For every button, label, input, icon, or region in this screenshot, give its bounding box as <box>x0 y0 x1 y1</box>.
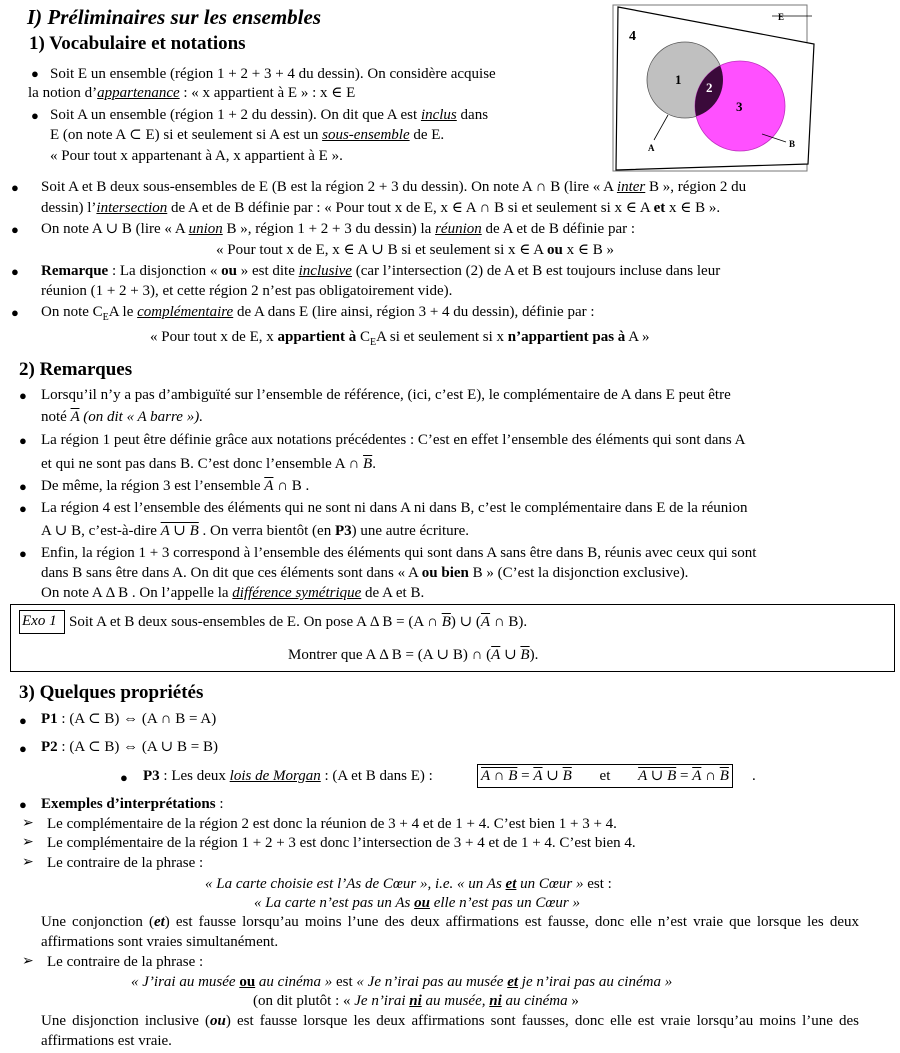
property-P3: P3 : Les deux lois de Morgan : (A et B dans E) : <box>143 768 433 784</box>
bullet-icon: ● <box>19 797 27 812</box>
arrow-bullet-icon: ➢ <box>22 855 34 870</box>
paragraph-remarque-suite: réunion (1 + 2 + 3), et cette région 2 n’est pas obligatoirement vide). <box>41 283 453 299</box>
section-title-1: I) Préliminaires sur les ensembles <box>27 5 322 29</box>
arrow-bullet-icon: ➢ <box>22 835 34 850</box>
example-3: Le contraire de la phrase : <box>47 855 204 871</box>
example-4: Le contraire de la phrase : <box>47 954 204 970</box>
subsection-title-remarques: 2) Remarques <box>19 359 133 380</box>
venn-diagram <box>612 4 822 176</box>
venn-label-E: E <box>778 12 785 22</box>
exercise-statement: Soit A et B deux sous-ensembles de E. On pose A Δ B = (A ∩ $\overline{B}$) ∪ ($\overline{A}$ ∩ B). <box>69 614 528 630</box>
definition-inclusion: « Pour tout x appartenant à A, x appartient à E ». <box>50 148 343 164</box>
exercise-question: Montrer que A Δ B = (A ∪ B) ∩ ($\overline{A}$ ∪ $\overline{B}$). <box>288 647 539 663</box>
example-4-quote-2: (on dit plutôt : « Je n’irai ni au musée, ni au cinéma » <box>253 993 579 1009</box>
bullet-icon: ● <box>11 180 19 195</box>
remarque-5a: Enfin, la région 1 + 3 correspond à l’ensemble des éléments qui sont dans A sans être dans B, réunis avec ceux qui sont <box>41 545 757 561</box>
bullet-icon: ● <box>11 305 19 320</box>
remarque-5b: dans B sans être dans A. On dit que ces éléments sont dans « A ou bien B » (C’est la disjonction exclusive). <box>41 565 689 581</box>
paragraph-ensemble-E: Soit E un ensemble (région 1 + 2 + 3 + 4 du dessin). On considère acquise <box>50 66 496 82</box>
bullet-icon: ● <box>31 108 39 123</box>
bullet-icon: ● <box>19 479 27 494</box>
remarque-5c: On note A Δ B . On l’appelle la différence symétrique de A et B. <box>41 585 425 601</box>
property-P1: P1 : (A ⊂ B) ⇔ (A ∩ B = A) <box>41 711 217 727</box>
morgan-end: . <box>752 768 756 784</box>
bullet-icon: ● <box>19 546 27 561</box>
example-2: Le complémentaire de la région 1 + 2 + 3 est donc l’intersection de 3 + 4 et de 1 + 4. C’est bien 4. <box>47 835 636 851</box>
definition-union: « Pour tout x de E, x ∈ A ∪ B si et seulement si x ∈ A ou x ∈ B » <box>216 242 614 258</box>
subsection-title-proprietes: 3) Quelques propriétés <box>19 682 204 703</box>
exercise-tag: Exo 1 <box>22 613 57 629</box>
bullet-icon: ● <box>31 66 39 81</box>
remarque-4a: La région 4 est l’ensemble des éléments qui ne sont ni dans A ni dans B, c’est le complémentaire dans E de la réunion <box>41 500 748 516</box>
morgan-laws-box: A ∩ $B = \overline{A}$ ∪ $\overline{B}$ et A ∪ $B = \overline{A}$ ∩ $\overline{B}$ <box>477 764 733 788</box>
example-1: Le complémentaire de la région 2 est donc la réunion de 3 + 4 et de 1 + 4. C’est bien 1 + 3 + 4. <box>47 816 617 832</box>
venn-label-A: A <box>648 143 655 153</box>
bullet-icon: ● <box>11 222 19 237</box>
venn-label-3: 3 <box>736 99 743 114</box>
definition-complementaire: « Pour tout x de E, x appartient à $C_EA$ si et seulement si x n’appartient pas à A » <box>150 329 650 348</box>
venn-label-1: 1 <box>675 72 682 87</box>
example-3-explanation: Une conjonction (et) est fausse lorsqu’au moins l’une des deux affirmations est fausse, donc elle n’est vraie que lorsque les deux affirmations sont vraies simultanément. <box>41 914 859 950</box>
paragraph-union: On note A ∪ B (lire « A union B », région 1 + 2 + 3 du dessin) la réunion de A et de B définie par : <box>41 221 636 237</box>
paragraph-inclus: Soit A un ensemble (région 1 + 2 du dessin). On dit que A est inclus dans <box>50 107 489 123</box>
venn-label-B: B <box>789 139 796 149</box>
example-4-quote-1: « J’irai au musée ou au cinéma » est « Je n’irai pas au musée et je n’irai pas au cinéma » <box>131 974 673 990</box>
examples-title: Exemples d’interprétations : <box>41 796 224 812</box>
bullet-icon: ● <box>19 388 27 403</box>
bullet-icon: ● <box>19 713 27 728</box>
paragraph-inter: Soit A et B deux sous-ensembles de E (B est la région 2 + 3 du dessin). On note A ∩ B (lire « A inter B », région 2 du <box>41 179 747 195</box>
bullet-icon: ● <box>19 433 27 448</box>
arrow-bullet-icon: ➢ <box>22 954 34 969</box>
remarque-2a: La région 1 peut être définie grâce aux notations précédentes : C’est en effet l’ensemble des éléments qui sont dans A <box>41 432 746 448</box>
paragraph-remarque: Remarque : La disjonction « ou » est dite inclusive (car l’intersection (2) de A et B est toujours incluse dans leur <box>41 263 721 279</box>
remarque-3: De même, la région 3 est l’ensemble $\overline{A}$ ∩ B . <box>41 478 310 494</box>
subsection-title-vocabulaire: 1) Vocabulaire et notations <box>29 33 246 54</box>
example-3-quote-1: « La carte choisie est l’As de Cœur », i.e. « un As et un Cœur » est : <box>205 876 612 892</box>
arrow-bullet-icon: ➢ <box>22 816 34 831</box>
example-3-quote-2: « La carte n’est pas un As ou elle n’est pas un Cœur » <box>254 895 580 911</box>
paragraph-sous-ensemble: E (on note A ⊂ E) si et seulement si A est un sous-ensemble de E. <box>50 127 445 143</box>
venn-label-4: 4 <box>629 29 636 44</box>
bullet-icon: ● <box>19 501 27 516</box>
bullet-icon: ● <box>11 264 19 279</box>
paragraph-appartenance: la notion d’appartenance : « x appartient à E » : x ∈ E <box>28 85 356 101</box>
paragraph-intersection: dessin) l’intersection de A et de B définie par : « Pour tout x de E, x ∈ A ∩ B si et seulement si x ∈ A et x ∈ B ». <box>41 200 721 216</box>
example-4-explanation: Une disjonction inclusive (ou) est fausse lorsque les deux affirmations sont fausses, donc elle est vraie lorsqu’au moins l’une des affirmations est vraie. <box>41 1013 859 1049</box>
remarque-2b: et qui ne sont pas dans B. C’est donc l’ensemble A ∩ $\overline{B}$. <box>41 456 376 472</box>
property-P2: P2 : (A ⊂ B) ⇔ (A ∪ B = B) <box>41 739 218 755</box>
remarque-1b: noté $\overline{A}$ (on dit « A barre »). <box>41 409 203 425</box>
bullet-icon: ● <box>120 770 128 785</box>
venn-label-2: 2 <box>706 80 713 95</box>
remarque-1a: Lorsqu’il n’y a pas d’ambiguïté sur l’ensemble de référence, (ici, c’est E), le complémentaire de A dans E peut être <box>41 387 731 403</box>
bullet-icon: ● <box>19 741 27 756</box>
remarque-4b: A ∪ B, c’est-à-dire A ∪ B . On verra bientôt (en P3) une autre écriture. <box>41 523 470 539</box>
paragraph-complementaire: On note $C_EA$ le complémentaire de A dans E (lire ainsi, région 3 + 4 du dessin), définie par : <box>41 304 595 323</box>
